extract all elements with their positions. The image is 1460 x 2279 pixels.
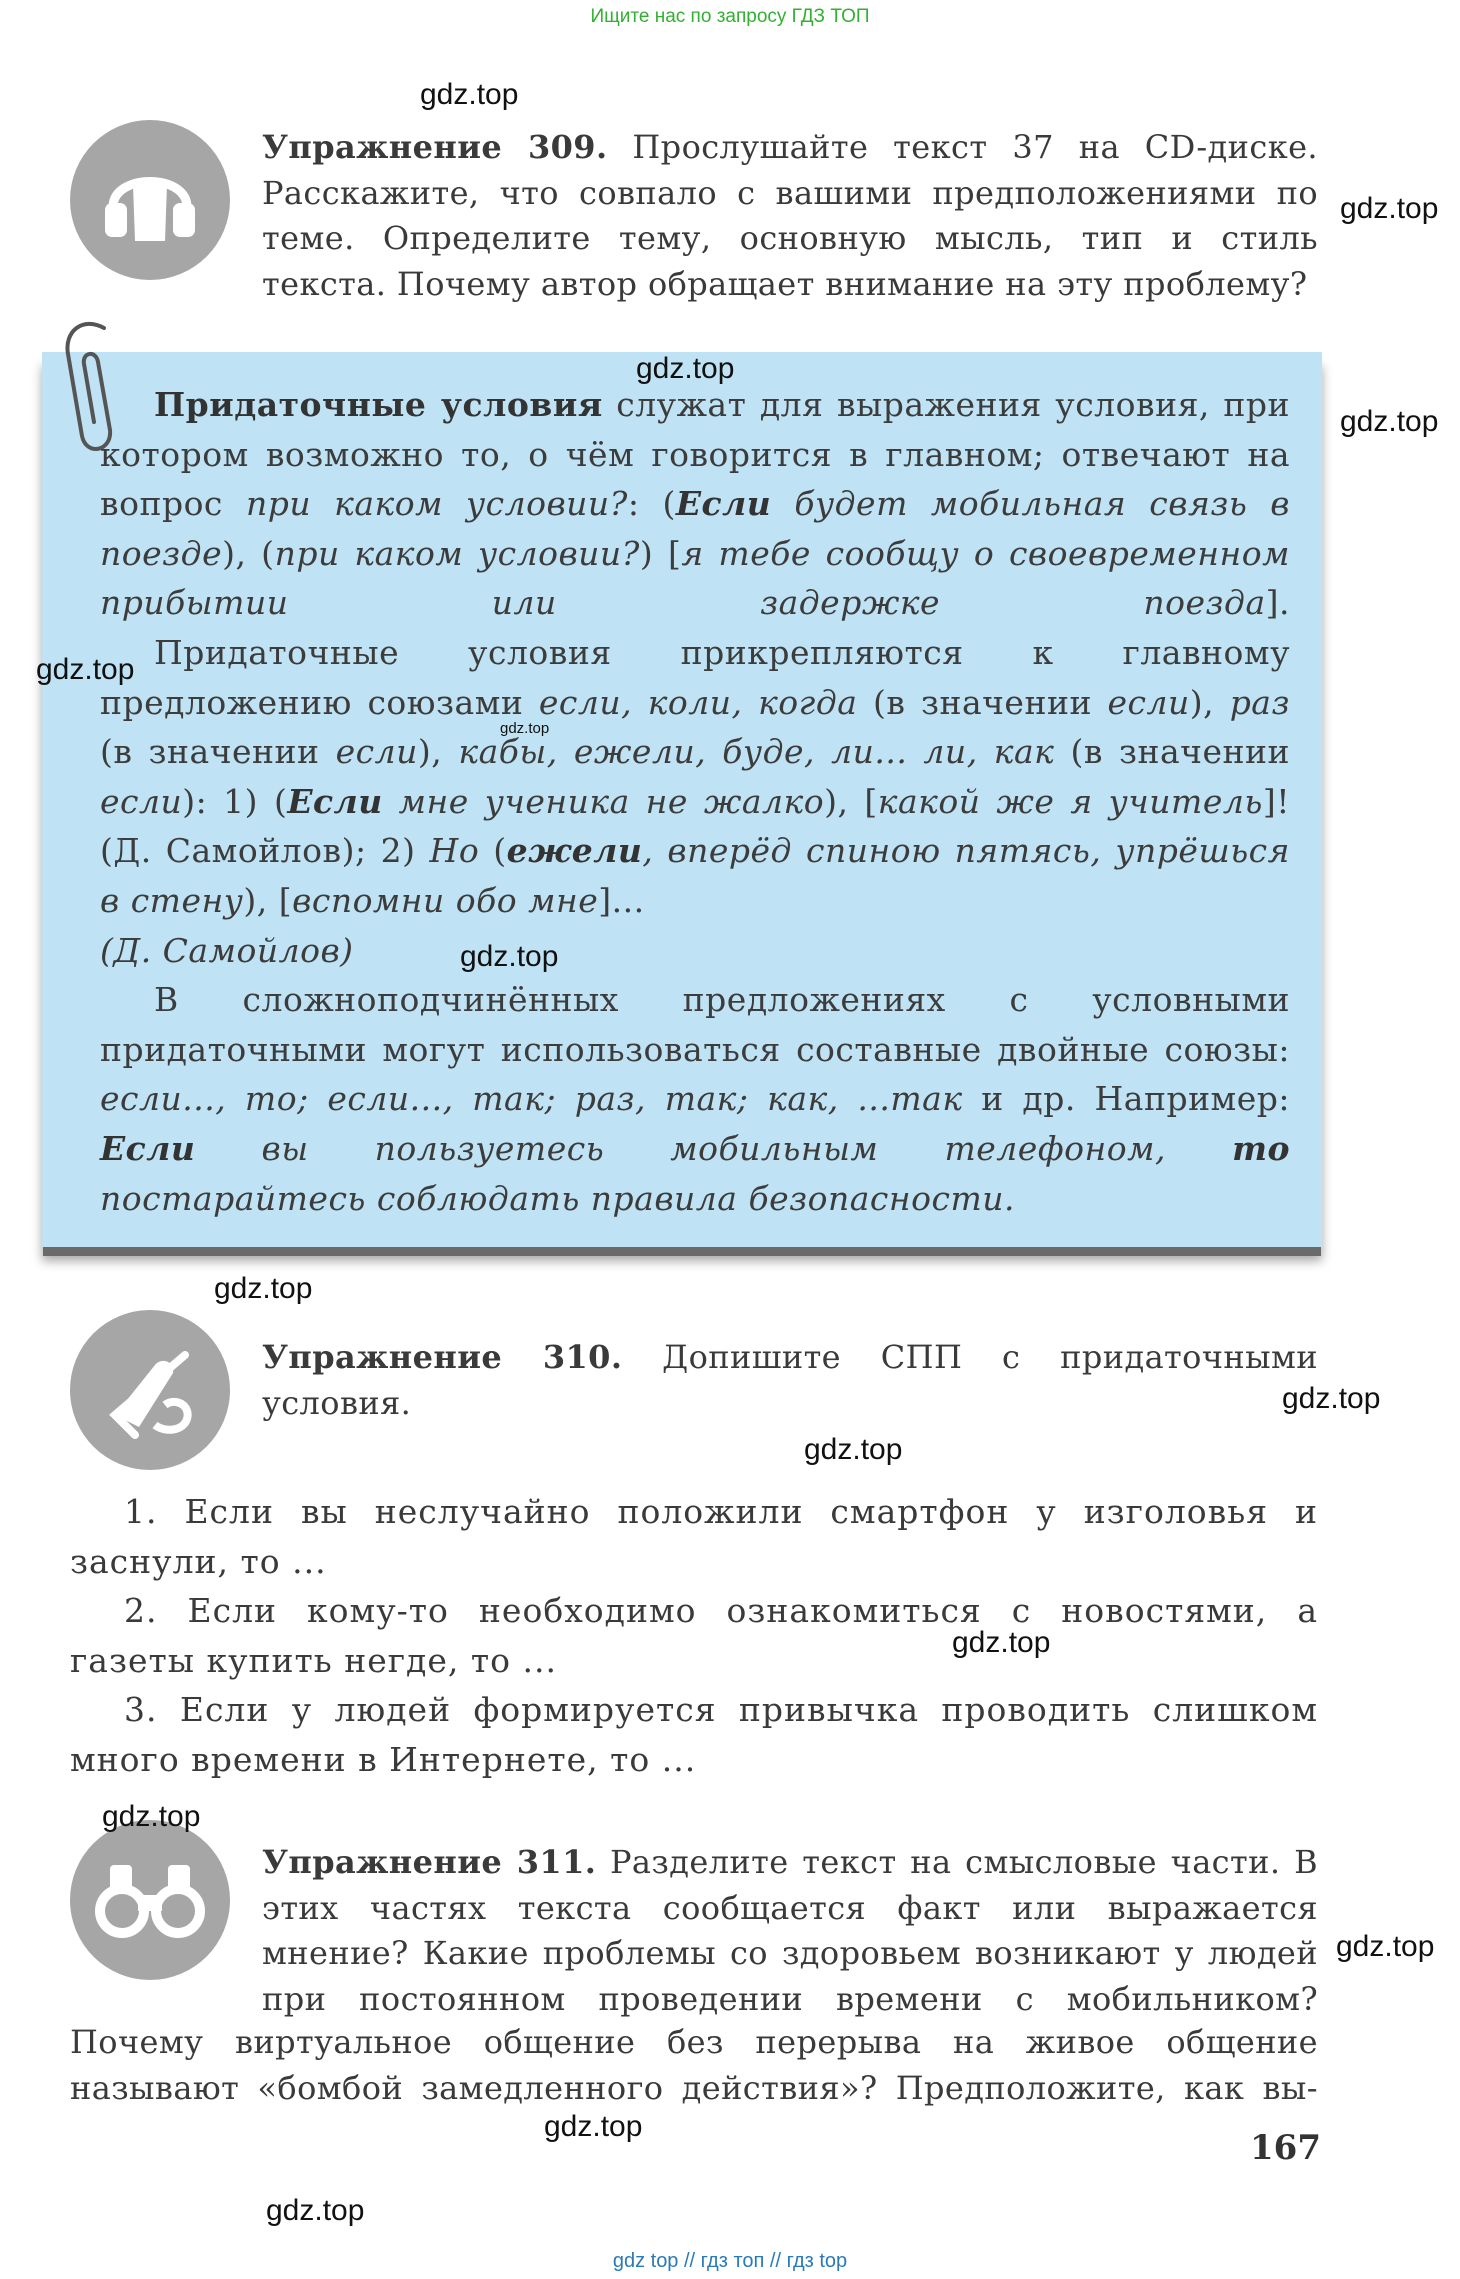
rule-text-fragment: ( xyxy=(479,831,507,871)
rule-conjunction: если xyxy=(1107,682,1190,722)
rule-text-fragment: ): 1) ( xyxy=(182,781,288,821)
watermark: gdz.top xyxy=(420,78,519,111)
rule-text-fragment: Придаточные условия прикрепляются к главному предложению союзами xyxy=(100,632,1290,722)
rule-example: мне ученика не жалко xyxy=(382,781,825,821)
rule-text-fragment: и др. Например: xyxy=(962,1079,1290,1119)
page-number: 167 xyxy=(1250,2128,1321,2168)
rule-text-fragment: ), xyxy=(417,732,459,772)
rule-conjunction: раз xyxy=(1229,682,1290,722)
exercise-309 xyxy=(262,125,1318,307)
watermark: gdz.top xyxy=(1336,1930,1435,1963)
rule-author: (Д. Самойлов) xyxy=(100,930,354,970)
bottom-banner[interactable]: gdz top // гдз топ // гдз top xyxy=(612,2250,848,2272)
watermark: gdz.top xyxy=(214,1272,313,1305)
watermark: gdz.top xyxy=(102,1800,201,1833)
rule-text-fragment: ), xyxy=(1189,682,1230,722)
exercise-311-title: Упражнение 311. xyxy=(262,1843,597,1881)
rule-conjunction: если xyxy=(335,732,418,772)
watermark: gdz.top xyxy=(36,653,135,686)
watermark: gdz.top xyxy=(952,1626,1051,1659)
rule-text-fragment: В сложноподчинённых предложениях с условными придаточными могут использоваться составные двойные союзы: xyxy=(100,980,1290,1069)
headphones-icon xyxy=(70,120,230,280)
rule-text-fragment: ), [ xyxy=(243,880,293,920)
exercise-311-continuation: Почему виртуальное общение без перерыва на живое общение называют «бомбой замедленного действия»? Предположите, как вы- xyxy=(70,2023,1318,2107)
rule-conjunction: если, коли, когда xyxy=(538,682,858,722)
rule-conjunction: Если xyxy=(100,1128,196,1168)
watermark: gdz.top xyxy=(1282,1382,1381,1415)
rule-term: Придаточные условия xyxy=(154,385,603,424)
exercise-311 xyxy=(262,1840,1318,2022)
rule-example: какой же я учитель xyxy=(877,781,1263,821)
rule-question: при каком условии? xyxy=(245,484,628,524)
list-item: 1. Если вы неслучайно положили смартфон у изголовья и заснули, то ... xyxy=(70,1492,1318,1581)
rule-conjunction: то xyxy=(1232,1128,1290,1168)
rule-text-fragment: ), [ xyxy=(824,781,878,821)
rule-text-fragment: служат для выражения условия, при котором возможно то, о чём говорится в главном; отвечают на вопрос xyxy=(100,385,1291,524)
exercise-311-text: Разделите текст на смысловые части. В этих частях текста сообщается факт или выражается мнение? Какие проблемы со здоровьем возникают у людей при постоянном проведении времени с мобильником? xyxy=(262,1843,1318,2018)
rule-conjunction: Если xyxy=(287,781,383,821)
rule-text-fragment: ]! (Д. Самойлов); 2) xyxy=(100,781,1290,871)
exercise-310 xyxy=(262,1335,1318,1426)
rule-conjunction: Если xyxy=(675,484,772,524)
rule-text-fragment: ]... xyxy=(598,880,645,920)
rule-conjunction: ежели xyxy=(506,831,643,871)
rule-text-fragment: : ( xyxy=(627,484,676,524)
exercise-309-text: Прослушайте текст 37 на CD-диске. Расскажите, что совпало с вашими предположениями по теме. Определите тему, основную мысль, тип и стиль текста. Почему автор обращает внимание на эту проблему? xyxy=(262,128,1319,303)
top-banner[interactable]: Ищите нас по запросу ГДЗ ТОП xyxy=(590,6,870,27)
binoculars-icon xyxy=(70,1820,230,1980)
rule-example: будет мобильная связь в поезде xyxy=(100,484,1291,573)
rule-conjunction: если xyxy=(100,781,183,821)
watermark: gdz.top xyxy=(460,940,559,973)
list-item: 3. Если у людей формируется привычка проводить слишком много времени в Интернете, то ... xyxy=(70,1690,1318,1779)
rule-example: вспомни обо мне xyxy=(292,880,599,920)
exercise-310-text: Допишите СПП с придаточными условия. xyxy=(262,1338,1318,1422)
rule-text-fragment: (в значении xyxy=(100,732,336,772)
watermark: gdz.top xyxy=(544,2110,643,2143)
rule-text-fragment: (в значении xyxy=(857,682,1108,722)
watermark: gdz.top xyxy=(804,1433,903,1466)
exercise-310-title: Упражнение 310. xyxy=(262,1338,623,1376)
watermark: gdz.top xyxy=(636,352,735,385)
watermark: gdz.top xyxy=(266,2194,365,2227)
rule-conjunction: кабы, ежели, буде, ли... ли, как xyxy=(458,732,1055,772)
rule-text-fragment: ]. xyxy=(1265,583,1290,623)
rule-conjunction: если..., то; если..., так; раз, так; как, ...так xyxy=(100,1079,963,1119)
rule-example: я тебе сообщу о своевременном прибытии или задержке поезда xyxy=(100,533,1290,623)
rule-text-fragment: ), ( xyxy=(222,533,275,573)
exercise-309-title: Упражнение 309. xyxy=(262,128,608,166)
rule-example: Но xyxy=(429,831,480,871)
watermark: gdz.top xyxy=(500,720,550,737)
rule-text-fragment: ) [ xyxy=(639,533,682,573)
watermark: gdz.top xyxy=(1340,405,1439,438)
rule-example: вы пользуетесь мобильным телефоном, xyxy=(195,1128,1233,1168)
watermark: gdz.top xyxy=(1340,192,1439,225)
list-item: 2. Если кому-то необходимо ознакомиться с новостями, а газеты купить негде, то ... xyxy=(70,1591,1318,1680)
rule-example: постарайтесь соблюдать правила безопасности. xyxy=(100,1178,1016,1218)
writing-hand-icon xyxy=(70,1310,230,1470)
rule-text xyxy=(100,380,1290,1223)
rule-question: при каком условии? xyxy=(274,533,640,573)
exercise-310-list xyxy=(70,1487,1318,1785)
rule-text-fragment: (в значении xyxy=(1054,732,1290,772)
rule-example: , вперёд спиною пятясь, упрёшься в стену xyxy=(100,831,1290,920)
